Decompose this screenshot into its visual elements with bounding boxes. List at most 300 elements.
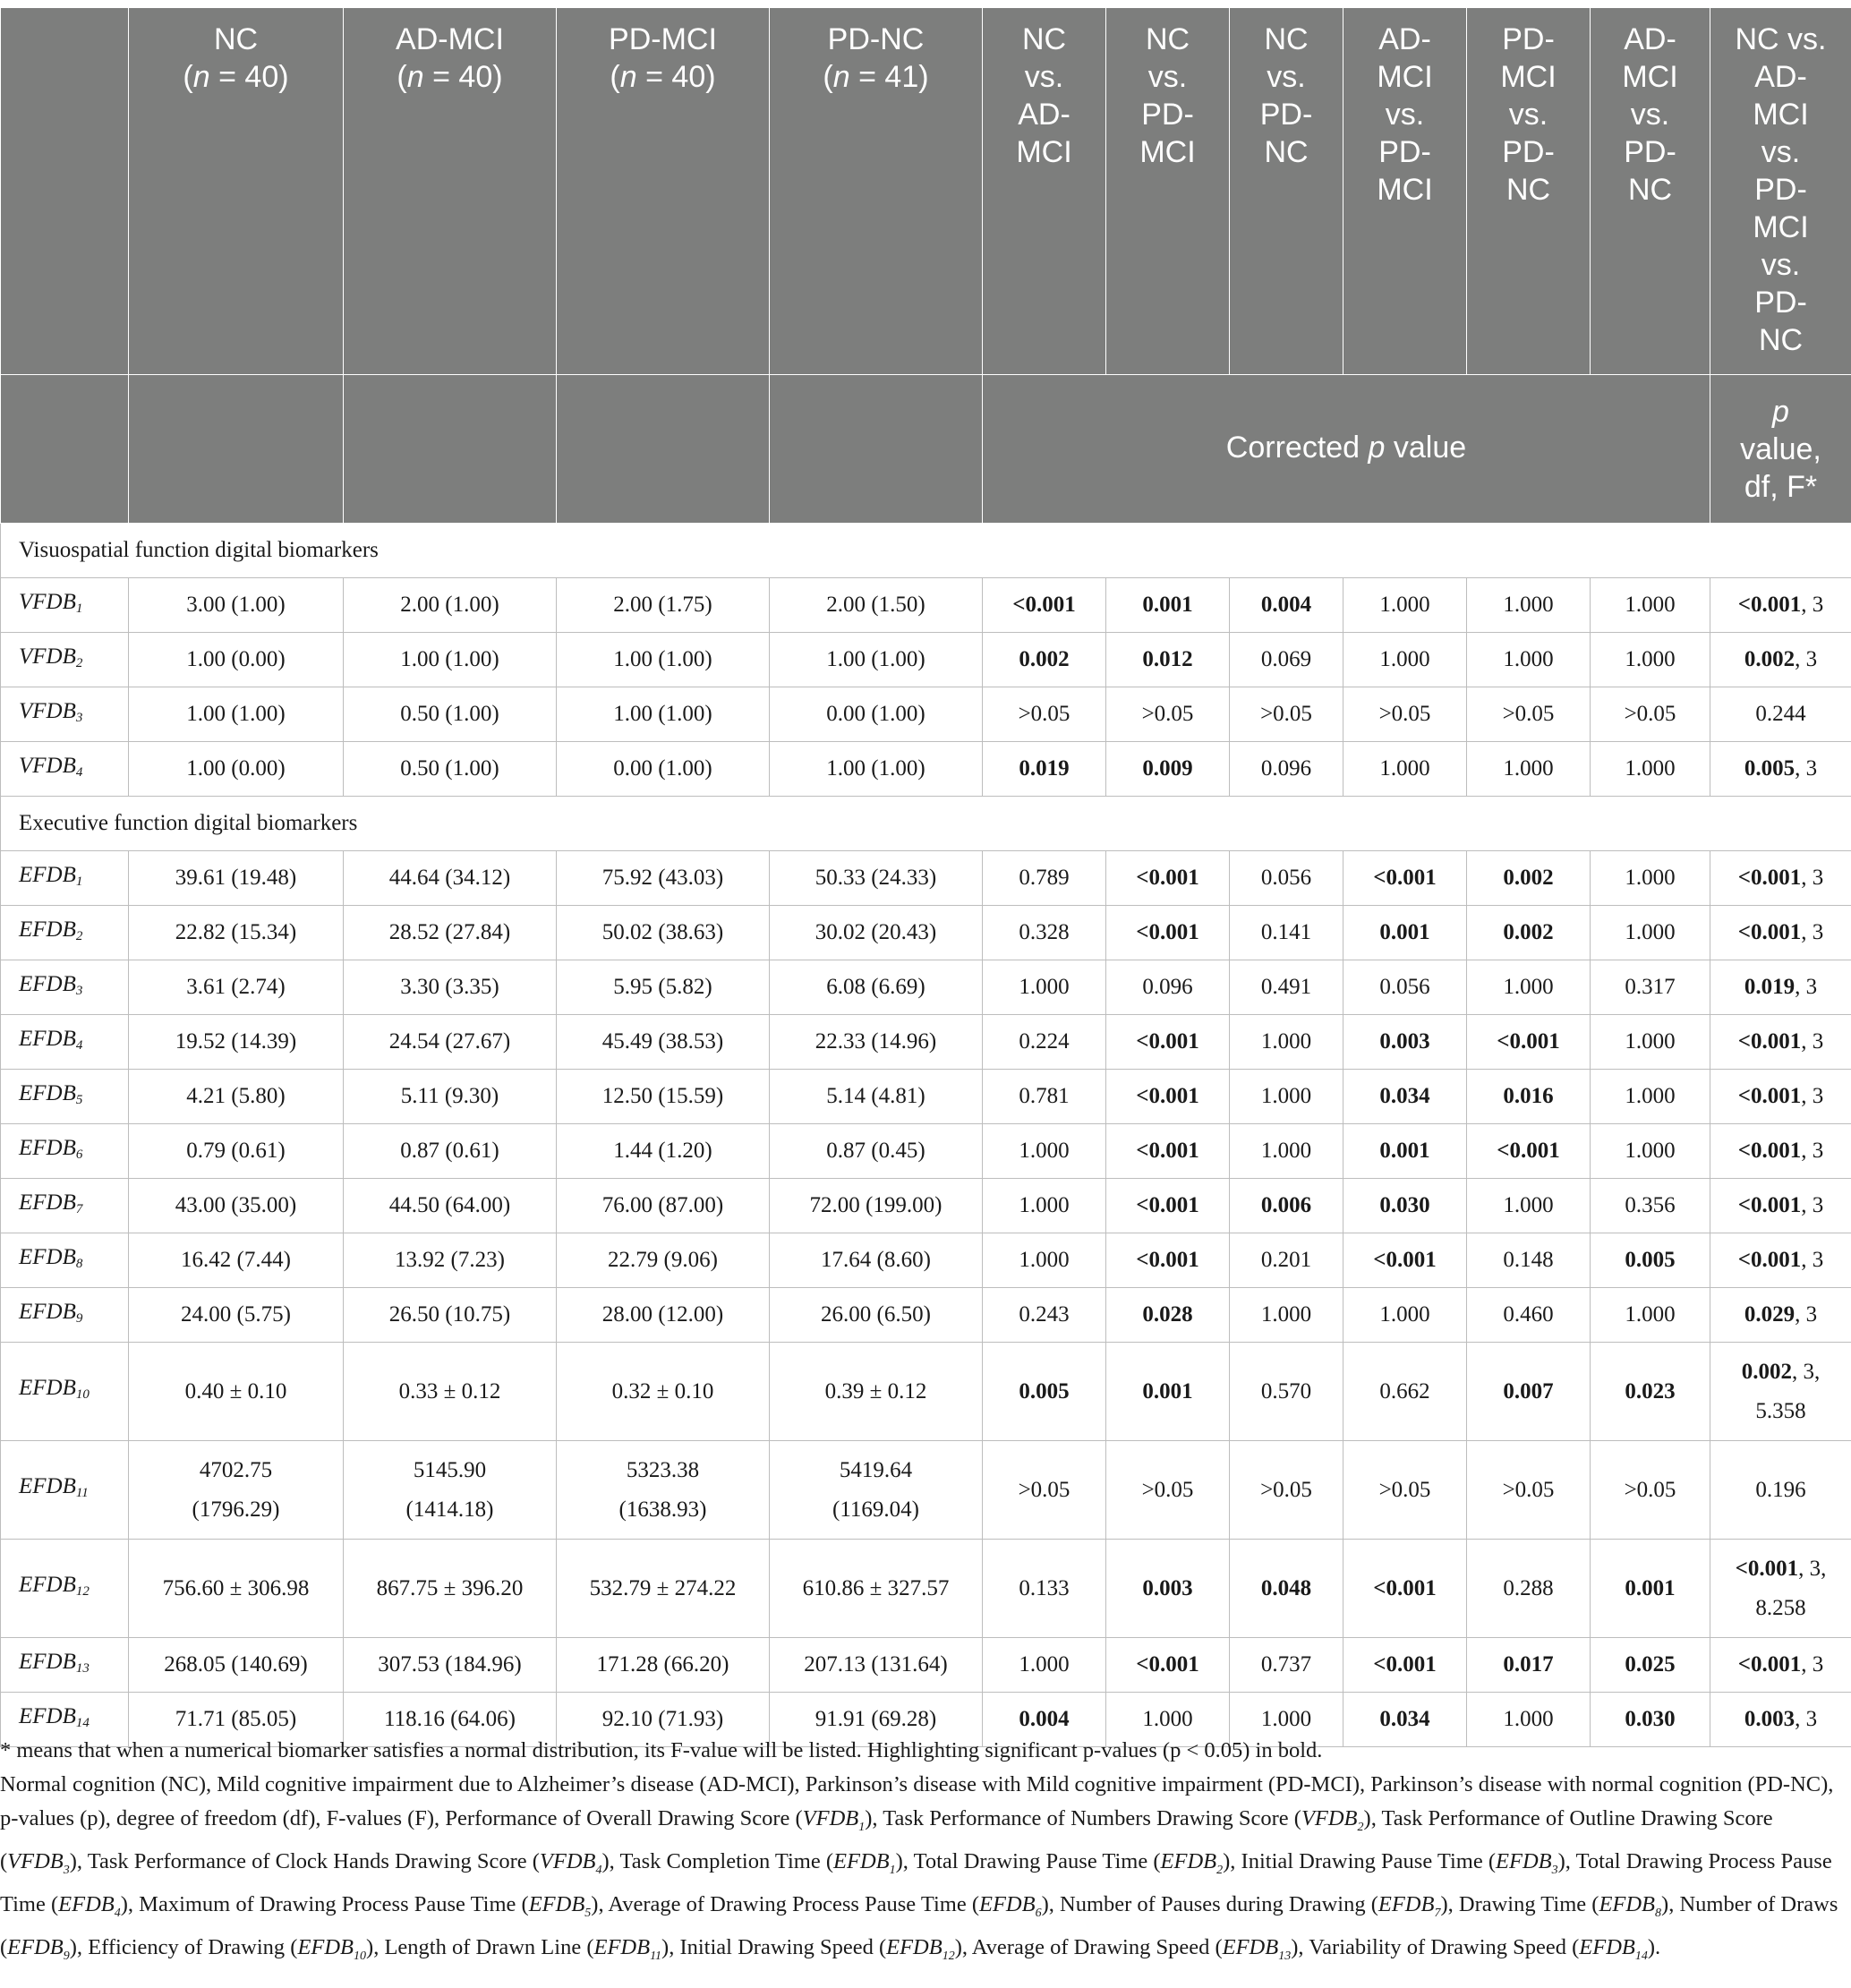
corrected-p-cell: >0.05 [983, 1441, 1106, 1540]
corrected-p-cell: 0.019 [983, 742, 1106, 797]
row-label: $EFDB_8$ [1, 1233, 129, 1288]
row-label: $EFDB_2$ [1, 906, 129, 960]
corrected-p-cell: <0.001 [1106, 851, 1230, 906]
header-comparison-line: vs. [1024, 60, 1064, 94]
corrected-p-cell: 1.000 [1467, 742, 1591, 797]
group-value-cell: 3.61 (2.74) [129, 960, 344, 1015]
overall-p-cell: <0.001, 3 [1710, 578, 1851, 633]
header-comparison-line: PD- [1502, 135, 1555, 169]
section-title: Visuospatial function digital biomarkers [1, 524, 1851, 578]
row-label: $EFDB_{14}$ [1, 1693, 129, 1747]
group-value-cell: 72.00 (199.00) [770, 1179, 983, 1233]
group-value-cell: 6.08 (6.69) [770, 960, 983, 1015]
overall-p-cell: <0.001, 3 [1710, 1179, 1851, 1233]
group-value-cell: 2.00 (1.00) [344, 578, 557, 633]
group-value-cell: 207.13 (131.64) [770, 1638, 983, 1693]
header-comparison-line: MCI [1753, 210, 1809, 244]
corrected-p-cell: 1.000 [1591, 1124, 1710, 1179]
row-label: $VFDB_4$ [1, 742, 129, 797]
overall-p-cell: 0.244 [1710, 687, 1851, 742]
corrected-p-cell: 1.000 [1591, 578, 1710, 633]
corrected-p-cell: 1.000 [1591, 906, 1710, 960]
corrected-p-cell: 1.000 [1591, 1015, 1710, 1070]
corrected-p-cell: 0.028 [1106, 1288, 1230, 1343]
table-row-efdb1 [1, 851, 1851, 906]
group-value-cell: 13.92 (7.23) [344, 1233, 557, 1288]
corrected-p-cell: 0.007 [1467, 1343, 1591, 1441]
group-value-cell: 5419.64 (1169.04) [770, 1441, 983, 1540]
header-comparison-line: NC vs. [1735, 22, 1827, 56]
header-comparison [1106, 8, 1230, 375]
table-row-efdb4 [1, 1015, 1851, 1070]
corrected-p-cell: >0.05 [1591, 687, 1710, 742]
overall-p-cell: <0.001, 3 [1710, 1070, 1851, 1124]
group-value-cell: 44.50 (64.00) [344, 1179, 557, 1233]
row-label: $EFDB_3$ [1, 960, 129, 1015]
table-row-efdb13 [1, 1638, 1851, 1693]
header-comparison-line: PD- [1624, 135, 1676, 169]
header-empty-cell [129, 375, 344, 524]
corrected-p-cell: 1.000 [983, 960, 1106, 1015]
corrected-p-cell: 1.000 [1591, 633, 1710, 687]
group-value-cell: 5.95 (5.82) [557, 960, 770, 1015]
corrected-p-cell: 0.056 [1230, 851, 1343, 906]
group-value-cell: 3.00 (1.00) [129, 578, 344, 633]
group-value-cell: 28.52 (27.84) [344, 906, 557, 960]
header-empty-cell [344, 375, 557, 524]
corrected-p-cell: <0.001 [1106, 1124, 1230, 1179]
corrected-p-cell: 0.005 [1591, 1233, 1710, 1288]
header-comparison-line: AD- [1018, 98, 1071, 132]
corrected-p-cell: 0.017 [1467, 1638, 1591, 1693]
corrected-p-cell: 1.000 [1230, 1070, 1343, 1124]
header-comparison-line: vs. [1508, 98, 1548, 132]
corrected-p-cell: 0.288 [1467, 1540, 1591, 1638]
overall-p-cell: <0.001, 3 [1710, 851, 1851, 906]
corrected-p-cell: 1.000 [1467, 960, 1591, 1015]
header-comparison-line: NC [1264, 22, 1309, 56]
corrected-p-cell: 1.000 [983, 1179, 1106, 1233]
corrected-p-cell: <0.001 [1106, 906, 1230, 960]
corrected-p-cell: 0.096 [1106, 960, 1230, 1015]
group-value-cell: 756.60 ± 306.98 [129, 1540, 344, 1638]
table-row-efdb8 [1, 1233, 1851, 1288]
header-empty-cell [1, 375, 129, 524]
group-value-cell: 5.11 (9.30) [344, 1070, 557, 1124]
corrected-p-cell: 0.003 [1343, 1015, 1467, 1070]
header-group-pd-mci: PD-MCI (n = 40) [557, 8, 770, 375]
group-value-cell: 532.79 ± 274.22 [557, 1540, 770, 1638]
corrected-p-cell: >0.05 [1467, 687, 1591, 742]
overall-p-cell: <0.001, 3 [1710, 1124, 1851, 1179]
group-value-cell: 26.50 (10.75) [344, 1288, 557, 1343]
table-body [1, 524, 1851, 1747]
corrected-p-cell: 1.000 [1591, 1288, 1710, 1343]
corrected-p-cell: 0.662 [1343, 1343, 1467, 1441]
corrected-p-cell: 0.030 [1591, 1693, 1710, 1747]
corrected-p-cell: 0.133 [983, 1540, 1106, 1638]
group-value-cell: 0.00 (1.00) [557, 742, 770, 797]
group-value-cell: 43.00 (35.00) [129, 1179, 344, 1233]
table-row-efdb7 [1, 1179, 1851, 1233]
header-comparison-line: NC [1627, 173, 1673, 207]
group-value-cell: 26.00 (6.50) [770, 1288, 983, 1343]
corrected-p-cell: >0.05 [1467, 1441, 1591, 1540]
group-value-cell: 0.50 (1.00) [344, 687, 557, 742]
header-row-groups [1, 8, 1851, 375]
header-comparison-line: PD- [1754, 173, 1807, 207]
overall-p-cell: 0.005, 3 [1710, 742, 1851, 797]
group-value-cell: 17.64 (8.60) [770, 1233, 983, 1288]
header-empty-cell [770, 375, 983, 524]
header-comparison-line: vs. [1761, 135, 1801, 169]
corrected-p-cell: 0.356 [1591, 1179, 1710, 1233]
header-comparison-line: NC [1264, 135, 1309, 169]
corrected-p-cell: 0.034 [1343, 1070, 1467, 1124]
group-value-cell: 1.00 (0.00) [129, 742, 344, 797]
row-label: $EFDB_7$ [1, 1179, 129, 1233]
corrected-p-cell: 1.000 [1230, 1693, 1343, 1747]
corrected-p-cell: 1.000 [1343, 578, 1467, 633]
corrected-p-cell: 0.012 [1106, 633, 1230, 687]
corrected-p-cell: 0.789 [983, 851, 1106, 906]
corrected-p-cell: 1.000 [1106, 1693, 1230, 1747]
corrected-p-cell: 0.001 [1591, 1540, 1710, 1638]
overall-p-cell: <0.001, 3 [1710, 1015, 1851, 1070]
group-value-cell: 307.53 (184.96) [344, 1638, 557, 1693]
section-row-executive [1, 797, 1851, 851]
corrected-p-cell: 1.000 [1467, 578, 1591, 633]
corrected-p-cell: 0.005 [983, 1343, 1106, 1441]
group-value-cell: 4.21 (5.80) [129, 1070, 344, 1124]
corrected-p-cell: 0.328 [983, 906, 1106, 960]
table-row-efdb3 [1, 960, 1851, 1015]
header-group-nc: NC (n = 40) [129, 8, 344, 375]
header-comparison-line: vs. [1630, 98, 1670, 132]
corrected-p-cell: 1.000 [1343, 633, 1467, 687]
corrected-p-cell: 1.000 [1591, 1070, 1710, 1124]
corrected-p-cell: >0.05 [1591, 1441, 1710, 1540]
corrected-p-cell: >0.05 [1343, 687, 1467, 742]
corrected-p-cell: 0.009 [1106, 742, 1230, 797]
corrected-p-cell: <0.001 [1467, 1015, 1591, 1070]
section-title: Executive function digital biomarkers [1, 797, 1851, 851]
corrected-p-cell: 0.002 [1467, 906, 1591, 960]
corrected-p-cell: 0.001 [1106, 1343, 1230, 1441]
corrected-p-cell: <0.001 [1343, 1233, 1467, 1288]
corrected-p-cell: <0.001 [983, 578, 1106, 633]
group-value-cell: 0.87 (0.45) [770, 1124, 983, 1179]
corrected-p-cell: <0.001 [1106, 1638, 1230, 1693]
corrected-p-cell: 1.000 [1230, 1288, 1343, 1343]
header-comparison-line: vs. [1267, 60, 1306, 94]
corrected-p-cell: 1.000 [1230, 1124, 1343, 1179]
corrected-p-cell: >0.05 [1230, 687, 1343, 742]
corrected-p-cell: 0.001 [1343, 1124, 1467, 1179]
header-group-ad-mci: AD-MCI (n = 40) [344, 8, 557, 375]
group-value-cell: 30.02 (20.43) [770, 906, 983, 960]
group-value-cell: 16.42 (7.44) [129, 1233, 344, 1288]
group-value-cell: 0.33 ± 0.12 [344, 1343, 557, 1441]
corrected-p-cell: >0.05 [1106, 1441, 1230, 1540]
group-value-cell: 75.92 (43.03) [557, 851, 770, 906]
corrected-p-cell: <0.001 [1467, 1124, 1591, 1179]
header-comparison-line: PD- [1502, 22, 1555, 56]
group-value-cell: 22.82 (15.34) [129, 906, 344, 960]
overall-p-cell: 0.029, 3 [1710, 1288, 1851, 1343]
header-comparison-all [1710, 8, 1851, 375]
group-value-cell: 71.71 (85.05) [129, 1693, 344, 1747]
row-label: $EFDB_{10}$ [1, 1343, 129, 1441]
group-value-cell: 118.16 (64.06) [344, 1693, 557, 1747]
corrected-p-cell: 0.025 [1591, 1638, 1710, 1693]
corrected-p-cell: 1.000 [1230, 1015, 1343, 1070]
header-comparison-line: NC [1145, 22, 1190, 56]
group-value-cell: 76.00 (87.00) [557, 1179, 770, 1233]
header-comparison-line: MCI [1377, 173, 1433, 207]
row-label: $EFDB_9$ [1, 1288, 129, 1343]
corrected-p-cell: 0.004 [983, 1693, 1106, 1747]
overall-p-cell: <0.001, 3 [1710, 1233, 1851, 1288]
corrected-p-cell: 1.000 [1467, 1179, 1591, 1233]
group-value-cell: 39.61 (19.48) [129, 851, 344, 906]
overall-p-cell: <0.001, 3 [1710, 1638, 1851, 1693]
header-comparison-line: NC [1758, 323, 1804, 357]
group-value-cell: 3.30 (3.35) [344, 960, 557, 1015]
section-row-visuospatial [1, 524, 1851, 578]
group-value-cell: 0.39 ± 0.12 [770, 1343, 983, 1441]
corrected-p-cell: <0.001 [1106, 1233, 1230, 1288]
table-row-efdb11 [1, 1441, 1851, 1540]
group-value-cell: 0.87 (0.61) [344, 1124, 557, 1179]
corrected-p-cell: 0.002 [983, 633, 1106, 687]
group-value-cell: 1.00 (1.00) [344, 633, 557, 687]
group-value-cell: 24.00 (5.75) [129, 1288, 344, 1343]
row-label: $VFDB_3$ [1, 687, 129, 742]
header-row-subheader [1, 375, 1851, 524]
group-value-cell: 0.40 ± 0.10 [129, 1343, 344, 1441]
header-comparison-line: MCI [1500, 60, 1557, 94]
group-value-cell: 1.00 (0.00) [129, 633, 344, 687]
row-label: $EFDB_{12}$ [1, 1540, 129, 1638]
overall-p-cell: 0.003, 3 [1710, 1693, 1851, 1747]
group-value-cell: 5.14 (4.81) [770, 1070, 983, 1124]
header-comparison [1230, 8, 1343, 375]
header-comparison-line: AD- [1378, 22, 1431, 56]
corrected-p-cell: >0.05 [1106, 687, 1230, 742]
header-comparison-line: PD- [1259, 98, 1313, 132]
header-comparison-line: PD- [1141, 98, 1194, 132]
corrected-p-cell: 0.006 [1230, 1179, 1343, 1233]
table-header [1, 8, 1851, 524]
corrected-p-cell: 0.491 [1230, 960, 1343, 1015]
header-empty-cell [557, 375, 770, 524]
header-comparison [983, 8, 1106, 375]
table-row-efdb9 [1, 1288, 1851, 1343]
results-table-container [0, 7, 1851, 1747]
corrected-p-cell: 1.000 [1343, 742, 1467, 797]
results-table [0, 7, 1851, 1747]
group-value-cell: 1.44 (1.20) [557, 1124, 770, 1179]
header-comparison-line: NC [1506, 173, 1551, 207]
corrected-p-cell: 0.056 [1343, 960, 1467, 1015]
corrected-p-cell: 0.016 [1467, 1070, 1591, 1124]
group-value-cell: 45.49 (38.53) [557, 1015, 770, 1070]
corrected-p-cell: 1.000 [983, 1124, 1106, 1179]
row-label: $EFDB_6$ [1, 1124, 129, 1179]
row-label: $EFDB_1$ [1, 851, 129, 906]
header-comparison-line: MCI [1622, 60, 1678, 94]
group-value-cell: 19.52 (14.39) [129, 1015, 344, 1070]
header-comparison-line: MCI [1139, 135, 1196, 169]
corrected-p-cell: <0.001 [1106, 1015, 1230, 1070]
corrected-p-cell: 0.460 [1467, 1288, 1591, 1343]
header-comparison-line: MCI [1377, 60, 1433, 94]
group-value-cell: 5145.90 (1414.18) [344, 1441, 557, 1540]
header-comparison-line: vs. [1385, 98, 1425, 132]
table-row-efdb5 [1, 1070, 1851, 1124]
group-value-cell: 12.50 (15.59) [557, 1070, 770, 1124]
table-row-efdb10 [1, 1343, 1851, 1441]
table-row-vfdb4 [1, 742, 1851, 797]
corrected-p-cell: 1.000 [1467, 1693, 1591, 1747]
table-row-efdb12 [1, 1540, 1851, 1638]
corrected-p-cell: 0.148 [1467, 1233, 1591, 1288]
table-footnotes [0, 1734, 1842, 1974]
group-value-cell: 91.91 (69.28) [770, 1693, 983, 1747]
header-empty-cell [1, 8, 129, 375]
corrected-p-cell: >0.05 [1343, 1441, 1467, 1540]
corrected-p-cell: 0.069 [1230, 633, 1343, 687]
table-row-vfdb1 [1, 578, 1851, 633]
header-comparison-line: PD- [1378, 135, 1431, 169]
corrected-p-cell: 0.243 [983, 1288, 1106, 1343]
group-value-cell: 44.64 (34.12) [344, 851, 557, 906]
corrected-p-cell: 0.004 [1230, 578, 1343, 633]
group-value-cell: 28.00 (12.00) [557, 1288, 770, 1343]
overall-p-cell: 0.002, 3, 5.358 [1710, 1343, 1851, 1441]
header-p-value-df-f: p value, df, F* [1710, 375, 1851, 524]
corrected-p-cell: 0.003 [1106, 1540, 1230, 1638]
header-comparison-line: PD- [1754, 286, 1807, 320]
corrected-p-cell: <0.001 [1106, 1070, 1230, 1124]
header-comparison-line: vs. [1147, 60, 1188, 94]
overall-p-cell: <0.001, 3 [1710, 906, 1851, 960]
corrected-p-cell: <0.001 [1343, 851, 1467, 906]
group-value-cell: 0.00 (1.00) [770, 687, 983, 742]
overall-p-cell: 0.002, 3 [1710, 633, 1851, 687]
header-comparison [1343, 8, 1467, 375]
group-value-cell: 50.33 (24.33) [770, 851, 983, 906]
group-value-cell: 1.00 (1.00) [770, 633, 983, 687]
header-comparison-line: AD- [1754, 60, 1807, 94]
corrected-p-cell: 0.034 [1343, 1693, 1467, 1747]
header-comparison [1591, 8, 1710, 375]
corrected-p-cell: 1.000 [1343, 1288, 1467, 1343]
group-value-cell: 0.50 (1.00) [344, 742, 557, 797]
corrected-p-cell: 1.000 [1591, 742, 1710, 797]
corrected-p-cell: <0.001 [1343, 1638, 1467, 1693]
group-value-cell: 1.00 (1.00) [770, 742, 983, 797]
group-value-cell: 24.54 (27.67) [344, 1015, 557, 1070]
corrected-p-cell: >0.05 [1230, 1441, 1343, 1540]
group-value-cell: 0.32 ± 0.10 [557, 1343, 770, 1441]
header-comparison [1467, 8, 1591, 375]
corrected-p-cell: <0.001 [1106, 1179, 1230, 1233]
corrected-p-cell: 1.000 [983, 1638, 1106, 1693]
group-value-cell: 5323.38 (1638.93) [557, 1441, 770, 1540]
row-label: $VFDB_2$ [1, 633, 129, 687]
corrected-p-cell: 0.030 [1343, 1179, 1467, 1233]
footnote-significance: * means that when a numerical biomarker satisfies a normal distribution, its F-value will be listed. Highlighting significant p-values (p < 0.05) in bold. [0, 1738, 1323, 1762]
row-label: $EFDB_5$ [1, 1070, 129, 1124]
overall-p-cell: <0.001, 3, 8.258 [1710, 1540, 1851, 1638]
corrected-p-cell: 0.002 [1467, 851, 1591, 906]
corrected-p-cell: 0.781 [983, 1070, 1106, 1124]
header-comparison-line: AD- [1624, 22, 1676, 56]
group-value-cell: 4702.75 (1796.29) [129, 1441, 344, 1540]
group-value-cell: 1.00 (1.00) [557, 633, 770, 687]
corrected-p-cell: 0.048 [1230, 1540, 1343, 1638]
corrected-p-cell: 0.201 [1230, 1233, 1343, 1288]
group-value-cell: 1.00 (1.00) [129, 687, 344, 742]
corrected-p-cell: 0.570 [1230, 1343, 1343, 1441]
group-value-cell: 171.28 (66.20) [557, 1638, 770, 1693]
group-value-cell: 22.33 (14.96) [770, 1015, 983, 1070]
table-row-vfdb3 [1, 687, 1851, 742]
corrected-p-cell: 0.141 [1230, 906, 1343, 960]
corrected-p-cell: 0.224 [983, 1015, 1106, 1070]
corrected-p-cell: >0.05 [983, 687, 1106, 742]
group-value-cell: 268.05 (140.69) [129, 1638, 344, 1693]
row-label: $EFDB_4$ [1, 1015, 129, 1070]
header-comparison-line: NC [1021, 22, 1067, 56]
corrected-p-cell: 0.096 [1230, 742, 1343, 797]
header-corrected-p-value: Corrected p value [983, 375, 1710, 524]
group-value-cell: 2.00 (1.75) [557, 578, 770, 633]
corrected-p-cell: 0.023 [1591, 1343, 1710, 1441]
row-label: $VFDB_1$ [1, 578, 129, 633]
corrected-p-cell: 1.000 [983, 1233, 1106, 1288]
header-comparison-line: MCI [1753, 98, 1809, 132]
group-value-cell: 610.86 ± 327.57 [770, 1540, 983, 1638]
table-row-vfdb2 [1, 633, 1851, 687]
row-label: $EFDB_{13}$ [1, 1638, 129, 1693]
group-value-cell: 1.00 (1.00) [557, 687, 770, 742]
overall-p-cell: 0.196 [1710, 1441, 1851, 1540]
header-comparison-line: vs. [1761, 248, 1801, 282]
group-value-cell: 2.00 (1.50) [770, 578, 983, 633]
corrected-p-cell: <0.001 [1343, 1540, 1467, 1638]
row-label: $EFDB_{11}$ [1, 1441, 129, 1540]
corrected-p-cell: 0.317 [1591, 960, 1710, 1015]
table-row-efdb2 [1, 906, 1851, 960]
table-row-efdb6 [1, 1124, 1851, 1179]
header-comparison-line: MCI [1016, 135, 1072, 169]
corrected-p-cell: 1.000 [1467, 633, 1591, 687]
group-value-cell: 0.79 (0.61) [129, 1124, 344, 1179]
group-value-cell: 22.79 (9.06) [557, 1233, 770, 1288]
corrected-p-cell: 0.001 [1343, 906, 1467, 960]
corrected-p-cell: 0.737 [1230, 1638, 1343, 1693]
header-group-pd-nc: PD-NC (n = 41) [770, 8, 983, 375]
overall-p-cell: 0.019, 3 [1710, 960, 1851, 1015]
group-value-cell: 92.10 (71.93) [557, 1693, 770, 1747]
footnote-abbreviations: Normal cognition (NC), Mild cognitive impairment due to Alzheimer’s disease (AD-MCI), Parkinson’s disease with Mild cognitive impairment (PD-MCI), Parkinson’s disease with normal cognition (PD-NC), p-values (p), degree of freedom (df), F-values (F), Performance of Overall Drawing Score $(VFDB_1)$, Task Performance of Numbers Drawing Score $(VFDB_2)$, Task Performance of Outline Drawing Score $(VFDB_3)$, Task Performance of Clock Hands Drawing Score $(VFDB_4)$, Task Completion Time $(EFDB_1)$, Total Drawing Pause Time $(EFDB_2)$, Initial Drawing Pause Time $(EFDB_3)$, Total Drawing Process Pause Time $(EFDB_4)$, Maximum of Drawing Process Pause Time $(EFDB_5)$, Average of Drawing Process Pause Time $(EFDB_6)$, Number of Pauses during Drawing $(EFDB_7)$, Drawing Time $(EFDB_8)$, Number of Draws $(EFDB_9)$, Efficiency of Drawing $(EFDB_{10})$, Length of Drawn Line $(EFDB_{11})$, Initial Drawing Speed $(EFDB_{12})$, Average of Drawing Speed $(EFDB_{13})$, Variability of Drawing Speed $(EFDB_{14})$. [0, 1772, 1838, 1963]
group-value-cell: 50.02 (38.63) [557, 906, 770, 960]
group-value-cell: 867.75 ± 396.20 [344, 1540, 557, 1638]
corrected-p-cell: 0.001 [1106, 578, 1230, 633]
